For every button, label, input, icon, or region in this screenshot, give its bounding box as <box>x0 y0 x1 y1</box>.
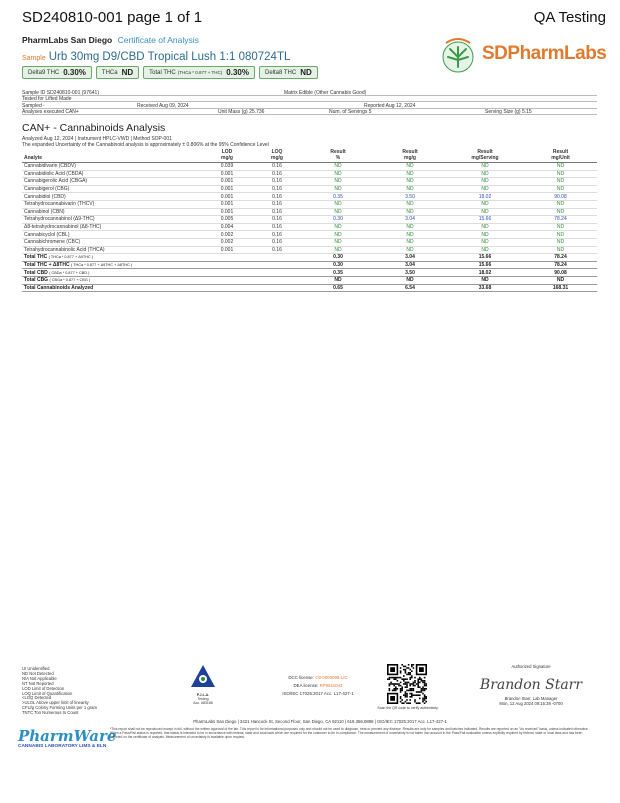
pjla-acc: Acc. #83168 <box>193 701 213 705</box>
signature-heading: Authorized Signature <box>511 664 551 669</box>
result-cell: 0.16 <box>252 170 302 178</box>
dea-value: RP0611043 <box>319 683 343 688</box>
legend-item: NT Not Reported <box>22 680 54 686</box>
total-formula: ( CBGa * 0.877 + CBG ) <box>49 278 91 283</box>
result-cell: ND <box>302 185 374 193</box>
result-cell: ND <box>524 223 597 231</box>
result-cell: 0.001 <box>202 208 252 216</box>
result-cell: 15.66 <box>446 216 524 224</box>
dcc-value: C8-0000098-LIC <box>315 675 348 680</box>
total-value: 15.66 <box>446 261 524 269</box>
uncertainty-note: The expanded Uncertainty of the Cannabinoid analysis is approximately ± 0.806% at the 95% Confidence Level <box>22 142 269 148</box>
dea-license <box>268 682 368 690</box>
table-row <box>22 223 597 231</box>
result-cell: ND <box>374 231 446 239</box>
total-row <box>22 269 597 277</box>
column-header-unit: mg/g <box>221 154 233 161</box>
analyte-name: Cannabichromene (CBC) <box>22 238 202 246</box>
column-header-label: LOQ <box>271 149 283 155</box>
total-label-cell <box>22 269 302 277</box>
result-cell: 0.16 <box>252 231 302 239</box>
total-label: Total THC + Δ8THC <box>24 262 70 269</box>
total-value: 0.35 <box>302 269 374 277</box>
coa-label: Certificate of Analysis <box>117 35 199 45</box>
total-label: Total Cannabinoids Analyzed <box>24 284 94 291</box>
result-cell: ND <box>524 208 597 216</box>
column-header-label: Result <box>477 149 493 155</box>
result-cell: 0.16 <box>252 193 302 201</box>
result-cell: ND <box>374 170 446 178</box>
pjla-triangle-icon <box>190 664 216 688</box>
dea-label: DEA license: <box>293 683 319 688</box>
total-value: 90.08 <box>524 269 597 277</box>
total-value: 78.24 <box>524 254 597 262</box>
badge-delta8-thc <box>259 66 318 79</box>
total-value: ND <box>302 276 374 284</box>
analyte-name: Cannabidivarin (CBDV) <box>22 163 202 171</box>
badge-label: Delta8 THC <box>264 69 297 76</box>
signer-name: Brandon Starr, Lab Manager <box>504 696 558 701</box>
result-cell: ND <box>446 185 524 193</box>
column-header <box>446 149 524 163</box>
badge-label: Total THC <box>149 69 176 76</box>
total-value: 0.65 <box>302 284 374 292</box>
badge-total-thc <box>143 66 255 79</box>
total-value: 3.04 <box>374 254 446 262</box>
tested-for: Tested for Lifted Made <box>22 96 72 102</box>
table-row <box>22 185 597 193</box>
sample-id: Sample ID SD240810-001 (97641) <box>22 89 99 96</box>
dcc-label: DCC license: <box>288 675 314 680</box>
result-cell: ND <box>374 246 446 254</box>
result-cell: 3.04 <box>374 216 446 224</box>
total-row <box>22 254 597 262</box>
qr-code-icon[interactable] <box>387 664 427 704</box>
badge-value: 0.30% <box>63 68 86 77</box>
lab-heading <box>22 35 199 45</box>
table-row <box>22 246 597 254</box>
result-cell: 0.16 <box>252 163 302 171</box>
badge-delta9-thc <box>22 66 92 79</box>
table-body <box>22 163 597 292</box>
result-cell: ND <box>524 185 597 193</box>
serving-size: Serving Size (g) 5.15 <box>485 109 532 115</box>
pharmware-tagline: CANNABIS LABORATORY LIMS & ELN <box>18 744 107 749</box>
total-value: 33.68 <box>446 284 524 292</box>
total-value: 3.04 <box>374 261 446 269</box>
total-value: ND <box>446 276 524 284</box>
result-cell: 0.16 <box>252 200 302 208</box>
pharmware-name: PharmWare <box>18 727 117 745</box>
num-servings: Num. of Servings 5 <box>329 109 372 115</box>
sample-title <box>22 51 290 63</box>
total-value: 3.50 <box>374 269 446 277</box>
table-header-row <box>22 149 597 163</box>
total-value: 78.24 <box>524 261 597 269</box>
signature-date: Mon, 12 Aug 2024 09:15:39 -0700 <box>499 701 563 706</box>
column-header-label: Result <box>330 149 346 155</box>
column-header-unit: mg/g <box>404 154 416 161</box>
result-cell: 0.35 <box>302 193 374 201</box>
result-cell: 0.16 <box>252 238 302 246</box>
column-header-label: LOD <box>221 149 233 155</box>
section-title: CAN+ - Cannabinoids Analysis <box>22 122 166 134</box>
authorized-signature-block <box>476 664 586 706</box>
result-cell: 0.039 <box>202 163 252 171</box>
total-value: 0.30 <box>302 254 374 262</box>
table-row <box>22 193 597 201</box>
pjla-name: P.J.L.A. <box>196 693 210 697</box>
result-cell: ND <box>446 246 524 254</box>
column-header <box>302 149 374 163</box>
analyses-executed: Analyses executed CAN+ <box>22 109 79 115</box>
total-label: Total CBD <box>24 269 48 276</box>
result-cell: 0.001 <box>202 200 252 208</box>
total-value: 18.02 <box>446 269 524 277</box>
total-value: 168.31 <box>524 284 597 292</box>
result-cell: 3.50 <box>374 193 446 201</box>
result-cell: ND <box>302 200 374 208</box>
handwritten-signature: Brandon Starr <box>479 677 583 693</box>
sampled: Sampled - <box>22 102 45 109</box>
result-cell: ND <box>302 246 374 254</box>
result-cell: 0.001 <box>202 193 252 201</box>
cannabinoid-results-table <box>22 149 597 292</box>
legend-item: >ULOL Above upper limit of linearity <box>22 700 89 706</box>
total-label-cell <box>22 284 302 292</box>
result-cell: ND <box>524 178 597 186</box>
analyte-name: Tetrahydrocannabivarin (THCV) <box>22 200 202 208</box>
result-cell: 0.001 <box>202 185 252 193</box>
total-value: 0.30 <box>302 261 374 269</box>
matrix: Matrix Edible (Other Cannabis Good) <box>284 89 367 96</box>
result-cell: 0.002 <box>202 238 252 246</box>
abbreviation-legend <box>22 667 97 716</box>
total-value: ND <box>374 276 446 284</box>
table-row <box>22 170 597 178</box>
result-cell: 0.002 <box>202 231 252 239</box>
total-label: Total THC <box>24 254 48 261</box>
result-cell: 78.24 <box>524 216 597 224</box>
analyte-name: Cannabidiolic Acid (CBDA) <box>22 170 202 178</box>
table-row <box>22 231 597 239</box>
column-header-unit: mg/Unit <box>551 154 570 161</box>
result-cell: ND <box>446 208 524 216</box>
column-header-label: Result <box>402 149 418 155</box>
analyte-name: Δ8-tetrahydrocannabinol (Δ8-THC) <box>22 223 202 231</box>
total-value: 6.54 <box>374 284 446 292</box>
analysis-info: Analyzed Aug 12, 2024 | Instrument HPLC-VWD | Method SOP-001 <box>22 136 172 142</box>
result-cell: 18.02 <box>446 193 524 201</box>
lab-address: PharmLabs San Diego | 3421 Hancock St, Second Floor, San Diego, CA 92110 | 619.356.0898 | ISO/IEC 17025:2017 Acc. L17-427-1 <box>193 719 447 724</box>
qa-testing-label: QA Testing <box>533 9 606 26</box>
result-cell: ND <box>302 231 374 239</box>
result-cell: 0.16 <box>252 216 302 224</box>
badge-label: THCa <box>101 69 118 76</box>
result-cell: ND <box>374 185 446 193</box>
analyte-name: Tetrahydrocannabinol (Δ9-THC) <box>22 216 202 224</box>
disclaimer: *This report shall not be reproduced except in full, without the written approval of the lab. This report is for informational purposes only and should not be used to diagnose, treat or prevent any disease. Results are only for samples and batches indicated. Results are reported on an "As received" basis, unless indicated otherwise. When a Pass/Fail status is reported, that status is intended to be in accordance with federal, state and local laws which are required for the customer to be in compliance. The measurement of uncertainty is not taken into account in the Pass/Fail evaluation unless explicitly required by federal, state or local laws and has been reported on the certificate of analysis. Measurement of uncertainty is available upon request. <box>110 727 589 739</box>
result-cell: ND <box>302 208 374 216</box>
received: Received Aug 09, 2024 <box>137 102 189 109</box>
sample-word: Sample <box>22 55 46 62</box>
result-cell: 0.001 <box>202 178 252 186</box>
legend-item: LOD Limit of Detection <box>22 685 65 691</box>
legend-item: UI Unidentified <box>22 666 50 671</box>
result-cell: ND <box>446 231 524 239</box>
total-row <box>22 261 597 269</box>
table-row <box>22 238 597 246</box>
legend-item: TNTC Too Numerous to Count <box>22 710 79 716</box>
result-cell: 0.004 <box>202 223 252 231</box>
sample-name: Urb 30mg D9/CBD Tropical Lush 1:1 080724TL <box>48 51 291 63</box>
table-row <box>22 178 597 186</box>
qr-caption: Scan the QR code to verify authenticity. <box>377 706 439 710</box>
result-cell: 0.16 <box>252 208 302 216</box>
result-cell: ND <box>524 170 597 178</box>
result-cell: ND <box>374 178 446 186</box>
result-cell: 0.001 <box>202 170 252 178</box>
result-cell: ND <box>524 246 597 254</box>
pjla-accreditation <box>183 664 223 705</box>
result-cell: ND <box>374 223 446 231</box>
table-row <box>22 163 597 171</box>
column-header-label: Analyte <box>24 154 43 161</box>
analyte-name: Cannabidiol (CBD) <box>22 193 202 201</box>
summary-badges <box>22 66 318 79</box>
reported: Reported Aug 12, 2024 <box>364 102 416 109</box>
analyte-name: Cannabicyclol (CBL) <box>22 231 202 239</box>
column-header-unit: % <box>335 154 341 161</box>
result-cell: 0.16 <box>252 246 302 254</box>
logo-text: SDPharmLabs <box>482 43 607 64</box>
result-cell: ND <box>302 223 374 231</box>
result-cell: ND <box>446 200 524 208</box>
column-header <box>374 149 446 163</box>
result-cell: ND <box>302 178 374 186</box>
total-value: 15.66 <box>446 254 524 262</box>
result-cell: ND <box>446 170 524 178</box>
unit-mass: Unit Mass (g) 25.736 <box>218 109 265 115</box>
result-cell: ND <box>524 231 597 239</box>
result-cell: ND <box>374 200 446 208</box>
result-cell: ND <box>374 208 446 216</box>
total-label-cell <box>22 276 302 284</box>
badge-value: ND <box>121 68 134 77</box>
result-cell: 0.001 <box>202 246 252 254</box>
column-header <box>202 149 252 163</box>
badge-value: 0.30% <box>226 68 249 77</box>
total-row <box>22 276 597 284</box>
result-cell: ND <box>302 170 374 178</box>
analyte-name: Cannabinol (CBN) <box>22 208 202 216</box>
total-formula: ( CBDa * 0.877 + CBD ) <box>49 270 90 275</box>
result-cell: ND <box>374 238 446 246</box>
table-row <box>22 200 597 208</box>
result-cell: ND <box>374 163 446 171</box>
column-header-unit: mg/Serving <box>471 154 499 161</box>
dcc-license <box>268 674 368 682</box>
meta-row <box>22 109 597 116</box>
analyte-name: Cannabigerol (CBG) <box>22 185 202 193</box>
legend-item: N/A Not Applicable <box>22 675 57 681</box>
result-cell: ND <box>524 163 597 171</box>
lab-name: PharmLabs San Diego <box>22 35 113 45</box>
total-formula: ( THCa * 0.877 + Δ9THC ) <box>48 255 93 260</box>
analyte-name: Tetrahydrocannabinolic Acid (THCA) <box>22 246 202 254</box>
result-cell: 0.005 <box>202 216 252 224</box>
badge-value: ND <box>300 68 312 77</box>
result-cell: ND <box>446 178 524 186</box>
total-value: ND <box>524 276 597 284</box>
result-cell: ND <box>446 223 524 231</box>
badge-thca <box>96 66 139 79</box>
total-label: Total CBG <box>24 277 49 284</box>
result-cell: ND <box>524 238 597 246</box>
legend-item: <LOQ Detected <box>22 695 52 701</box>
total-formula: ( THCa * 0.877 + Δ9THC + Δ8THC ) <box>70 263 133 268</box>
badge-label: Delta9 THC <box>28 69 60 76</box>
cannabis-leaf-logo-icon <box>438 35 482 75</box>
sdpharmlabs-logo <box>438 35 607 75</box>
total-row <box>22 284 597 292</box>
result-cell: ND <box>446 238 524 246</box>
legend-item: LOQ Limit of Quantification <box>22 690 73 696</box>
result-cell: ND <box>302 163 374 171</box>
legend-item: CFU/g Colony Forming Units per 1 gram <box>22 705 97 711</box>
total-label-cell <box>22 254 302 262</box>
result-cell: 0.16 <box>252 223 302 231</box>
iso-accreditation: ISO/IEC 17025:2017 Acc. L17-427-1 <box>282 691 354 696</box>
column-header <box>252 149 302 163</box>
result-cell: 0.16 <box>252 178 302 186</box>
result-cell: ND <box>524 200 597 208</box>
result-cell: ND <box>302 238 374 246</box>
table-row <box>22 216 597 224</box>
sample-metadata <box>22 89 597 115</box>
table-row <box>22 208 597 216</box>
result-cell: ND <box>446 163 524 171</box>
total-label-cell <box>22 261 302 269</box>
pjla-testing: Testing <box>197 697 209 701</box>
analyte-name: Cannabigerolic Acid (CBGA) <box>22 178 202 186</box>
column-header <box>22 149 202 163</box>
column-header-unit: mg/g <box>271 154 283 161</box>
license-block <box>268 674 368 698</box>
result-cell: 90.08 <box>524 193 597 201</box>
document-id: SD240810-001 page 1 of 1 <box>22 9 203 26</box>
result-cell: 0.16 <box>252 185 302 193</box>
result-cell: 0.30 <box>302 216 374 224</box>
badge-formula: (THCa * 0.877 + THC) <box>177 70 223 75</box>
legend-item: ND Not Detected <box>22 670 54 676</box>
column-header <box>524 149 597 163</box>
column-header-label: Result <box>552 149 569 155</box>
pharmware-logo <box>18 727 116 749</box>
